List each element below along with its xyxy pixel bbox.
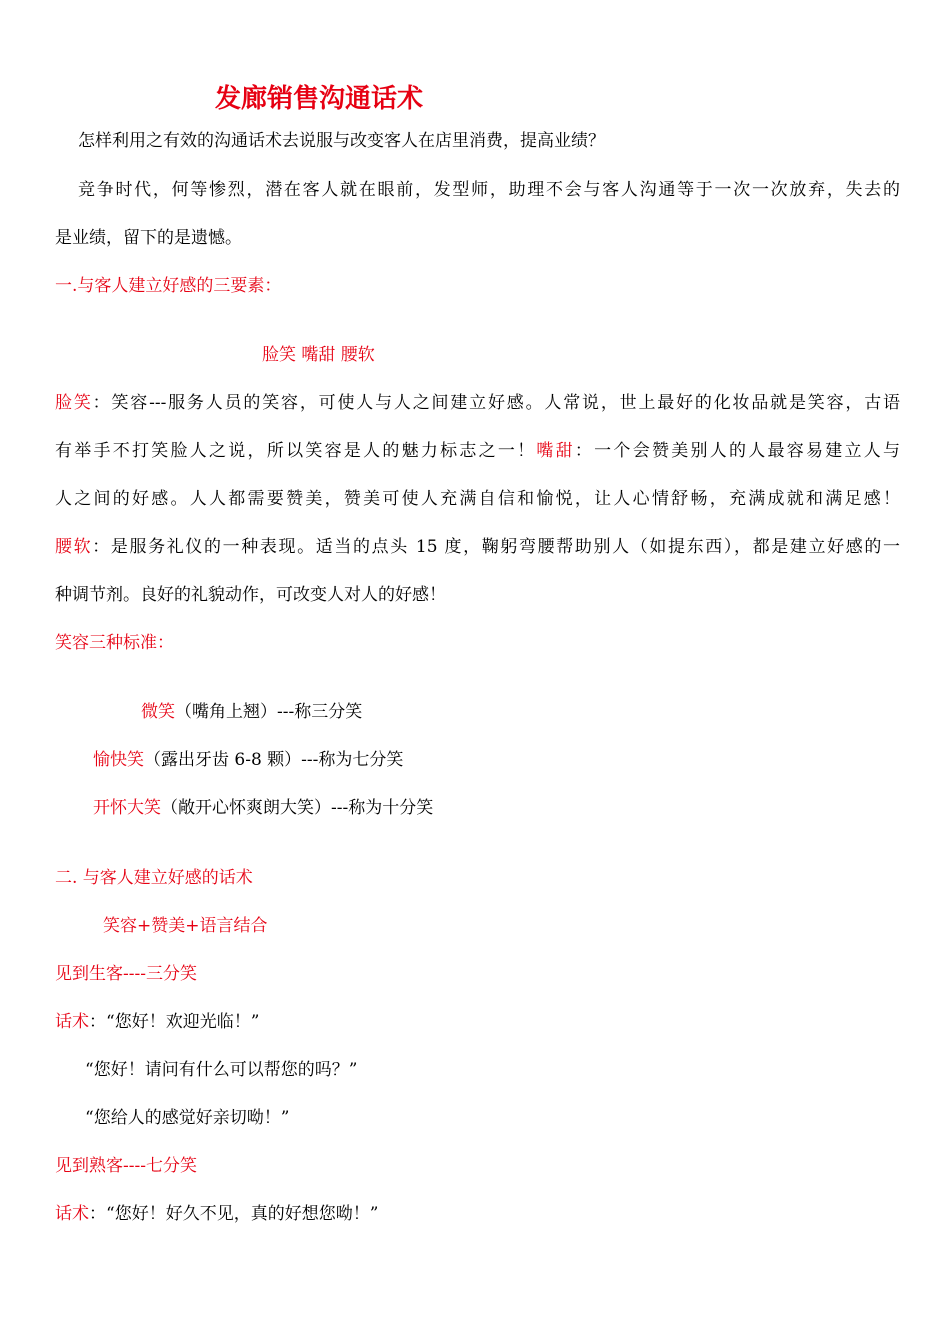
script-text: ：“您好！好久不见，真的好想您呦！” xyxy=(89,1204,379,1224)
section-1-heading: 一.与客人建立好感的三要素： xyxy=(55,276,282,296)
smile-standard-label: 开怀大笑 xyxy=(93,798,161,818)
smile-standard-label: 微笑 xyxy=(141,702,175,722)
intro-question: 怎样利用之有效的沟通话术去说服与改变客人在店里消费，提高业绩？ xyxy=(78,131,605,151)
stranger-script-line: “您给人的感觉好亲切呦！” xyxy=(85,1108,290,1128)
stranger-script-line: “您好！请问有什么可以帮您的吗？” xyxy=(85,1060,358,1080)
script-label: 话术 xyxy=(55,1204,89,1224)
script-text: ：“您好！欢迎光临！” xyxy=(89,1012,260,1032)
section-2-formula: 笑容+赞美+语言结合 xyxy=(103,916,268,936)
intro-paragraph-line-1: 竞争时代，何等惨烈，潜在客人就在眼前，发型师，助理不会与客人沟通等于一次一次放弃，失去的 xyxy=(78,180,900,200)
soft-label: 腰软 xyxy=(55,537,93,557)
smile-text-cont: 有举手不打笑脸人之说，所以笑容是人的魅力标志之一！ xyxy=(55,441,537,461)
section-2-heading: 二. 与客人建立好感的话术 xyxy=(55,868,253,888)
smile-standard-text: （嘴角上翘）---称三分笑 xyxy=(175,702,363,722)
intro-paragraph-line-2: 是业绩，留下的是遗憾。 xyxy=(55,228,242,248)
regular-script-line xyxy=(55,1202,900,1226)
smile-standard-text: （露出牙齿 6-8 颗）---称为七分笑 xyxy=(144,750,404,770)
smile-paragraph-line-2 xyxy=(55,439,900,463)
document-title: 发廊销售沟通话术 xyxy=(215,84,424,114)
sweet-text: ：一个会赞美别人的人最容易建立人与 xyxy=(574,441,901,461)
smile-standard-text: （敞开心怀爽朗大笑）---称为十分笑 xyxy=(161,798,434,818)
sweet-paragraph-line: 人之间的好感。人人都需要赞美，赞美可使人充满自信和愉悦，让人心情舒畅，充满成就和满足感！ xyxy=(55,489,900,509)
smile-standards-heading: 笑容三种标准： xyxy=(55,633,174,653)
stranger-script-line xyxy=(55,1010,900,1034)
smile-paragraph-line-1 xyxy=(55,391,900,415)
soft-paragraph-line-1 xyxy=(55,535,900,559)
smile-text: ：笑容---服务人员的笑容，可使人与人之间建立好感。人常说，世上最好的化妆品就是笑容，古语 xyxy=(92,393,901,413)
smile-label: 脸笑 xyxy=(55,393,93,413)
smile-standard-label: 愉快笑 xyxy=(93,750,144,770)
regular-heading: 见到熟客----七分笑 xyxy=(55,1156,197,1176)
script-label: 话术 xyxy=(55,1012,89,1032)
stranger-heading: 见到生客----三分笑 xyxy=(55,964,197,984)
smile-standard-item xyxy=(93,796,938,820)
sweet-label: 嘴甜 xyxy=(536,441,575,461)
smile-standard-item xyxy=(93,748,938,772)
soft-text: ：是服务礼仪的一种表现。适当的点头 15 度，鞠躬弯腰帮助别人（如提东西），都是建立好感的一 xyxy=(92,537,901,557)
soft-paragraph-line-2: 种调节剂。良好的礼貌动作，可改变人对人的好感！ xyxy=(55,585,446,605)
smile-standard-item xyxy=(141,700,950,724)
section-1-tagline: 脸笑 嘴甜 腰软 xyxy=(262,345,375,365)
